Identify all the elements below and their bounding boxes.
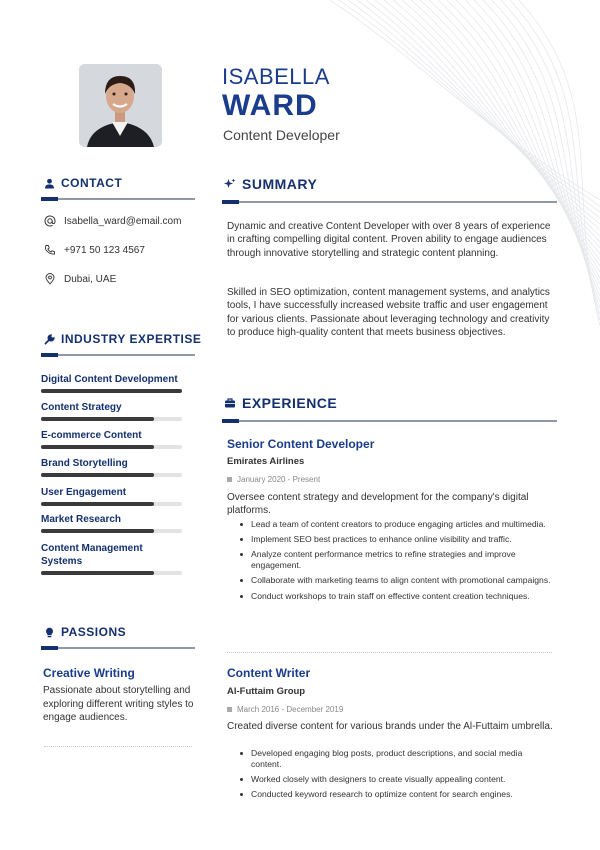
skill-item bbox=[41, 429, 186, 449]
skill-bar bbox=[41, 417, 182, 421]
passion-description: Passionate about storytelling and exploring different writing styles to engage audiences. bbox=[43, 685, 194, 723]
phone-icon bbox=[44, 244, 56, 256]
person-icon bbox=[44, 178, 55, 189]
list-item: Worked closely with designers to create visually appealing content. bbox=[240, 774, 555, 785]
job-divider bbox=[227, 652, 552, 653]
last-name: WARD bbox=[222, 89, 318, 122]
skill-bar-fill bbox=[41, 571, 154, 575]
skill-item bbox=[41, 457, 186, 477]
sparkle-icon bbox=[224, 178, 236, 190]
list-item: Conduct workshops to train staff on effective content creation techniques. bbox=[240, 591, 555, 602]
job-1-title: Senior Content Developer bbox=[227, 437, 375, 451]
skill-bar bbox=[41, 389, 182, 393]
first-name: ISABELLA bbox=[222, 64, 330, 89]
skill-bar-fill bbox=[41, 389, 182, 393]
skill-item bbox=[41, 401, 186, 421]
job-2-dates: March 2016 - December 2019 bbox=[227, 705, 343, 714]
contact-heading: CONTACT bbox=[44, 176, 122, 190]
expertise-rule bbox=[41, 354, 195, 356]
skill-item bbox=[41, 513, 186, 533]
passion-divider bbox=[44, 746, 192, 747]
experience-heading: EXPERIENCE bbox=[224, 395, 337, 411]
list-item: Lead a team of content creators to produce engaging articles and multimedia. bbox=[240, 519, 555, 530]
summary-rule bbox=[222, 201, 557, 203]
list-item: Conducted keyword research to optimize content for search engines. bbox=[240, 789, 555, 800]
skill-bar bbox=[41, 571, 182, 575]
skill-label: User Engagement bbox=[41, 487, 127, 498]
list-item: Developed engaging blog posts, product descriptions, and social media content. bbox=[240, 748, 555, 770]
experience-rule bbox=[222, 420, 557, 422]
summary-paragraph-1: Dynamic and creative Content Developer with over 8 years of experience in crafting compelling digital content. Proven ability to engage audiences through innovative storytelling and strategic content planning. bbox=[227, 221, 551, 259]
profile-photo bbox=[79, 64, 162, 147]
calendar-icon bbox=[227, 477, 232, 482]
skill-bar-fill bbox=[41, 529, 154, 533]
skill-bar bbox=[41, 529, 182, 533]
skill-bar-fill bbox=[41, 417, 154, 421]
job-2-title: Content Writer bbox=[227, 666, 311, 680]
location-pin-icon bbox=[44, 273, 56, 285]
skill-item bbox=[41, 542, 186, 575]
list-item: Implement SEO best practices to enhance online visibility and traffic. bbox=[240, 534, 555, 545]
skill-label: Digital Content Development bbox=[41, 374, 178, 385]
summary-heading: SUMMARY bbox=[224, 176, 317, 192]
job-1-summary: Oversee content strategy and development for the company's digital platforms. bbox=[227, 492, 529, 516]
contact-email: Isabella_ward@email.com bbox=[44, 215, 181, 227]
job-1-bullets bbox=[240, 519, 555, 601]
skill-item bbox=[41, 486, 186, 506]
job-2-bullets bbox=[240, 748, 555, 800]
skill-label: Brand Storytelling bbox=[41, 458, 128, 469]
contact-location: Dubai, UAE bbox=[44, 273, 116, 285]
job-2-summary: Created diverse content for various brands under the Al-Futtaim umbrella. bbox=[227, 721, 553, 732]
contact-rule bbox=[41, 198, 195, 200]
calendar-icon bbox=[227, 707, 232, 712]
skill-bar bbox=[41, 473, 182, 477]
skill-bar-fill bbox=[41, 445, 154, 449]
wrench-icon bbox=[44, 334, 55, 345]
briefcase-icon bbox=[224, 397, 236, 409]
list-item: Analyze content performance metrics to refine strategies and improve engagement. bbox=[240, 549, 555, 571]
contact-phone: +971 50 123 4567 bbox=[44, 244, 145, 256]
skill-label: Content Strategy bbox=[41, 402, 122, 413]
skill-label: Market Research bbox=[41, 514, 122, 525]
summary-paragraph-2: Skilled in SEO optimization, content management systems, and analytics tools, I have successfully increased website traffic and user engagement for various clients. Passionate about leveraging technology and creativity to produce high-quality content that meets business objectives. bbox=[227, 287, 550, 339]
list-item: Collaborate with marketing teams to align content with promotional campaigns. bbox=[240, 575, 555, 586]
skill-label: E-commerce Content bbox=[41, 430, 142, 441]
job-1-company: Emirates Airlines bbox=[227, 456, 305, 467]
passion-title: Creative Writing bbox=[43, 666, 135, 680]
job-2-company: Al-Futtaim Group bbox=[227, 686, 306, 697]
skill-bar-fill bbox=[41, 473, 154, 477]
lightbulb-icon bbox=[44, 627, 55, 638]
skill-item bbox=[41, 373, 186, 393]
skill-bar-fill bbox=[41, 502, 154, 506]
job-role: Content Developer bbox=[223, 127, 340, 143]
skill-label: Content Management Systems bbox=[41, 543, 143, 567]
skill-bar bbox=[41, 502, 182, 506]
skill-bar bbox=[41, 445, 182, 449]
passions-rule bbox=[41, 647, 195, 649]
passions-heading: PASSIONS bbox=[44, 625, 126, 639]
job-1-dates: January 2020 - Present bbox=[227, 475, 320, 484]
expertise-heading: INDUSTRY EXPERTISE bbox=[44, 332, 201, 346]
at-sign-icon bbox=[44, 215, 56, 227]
